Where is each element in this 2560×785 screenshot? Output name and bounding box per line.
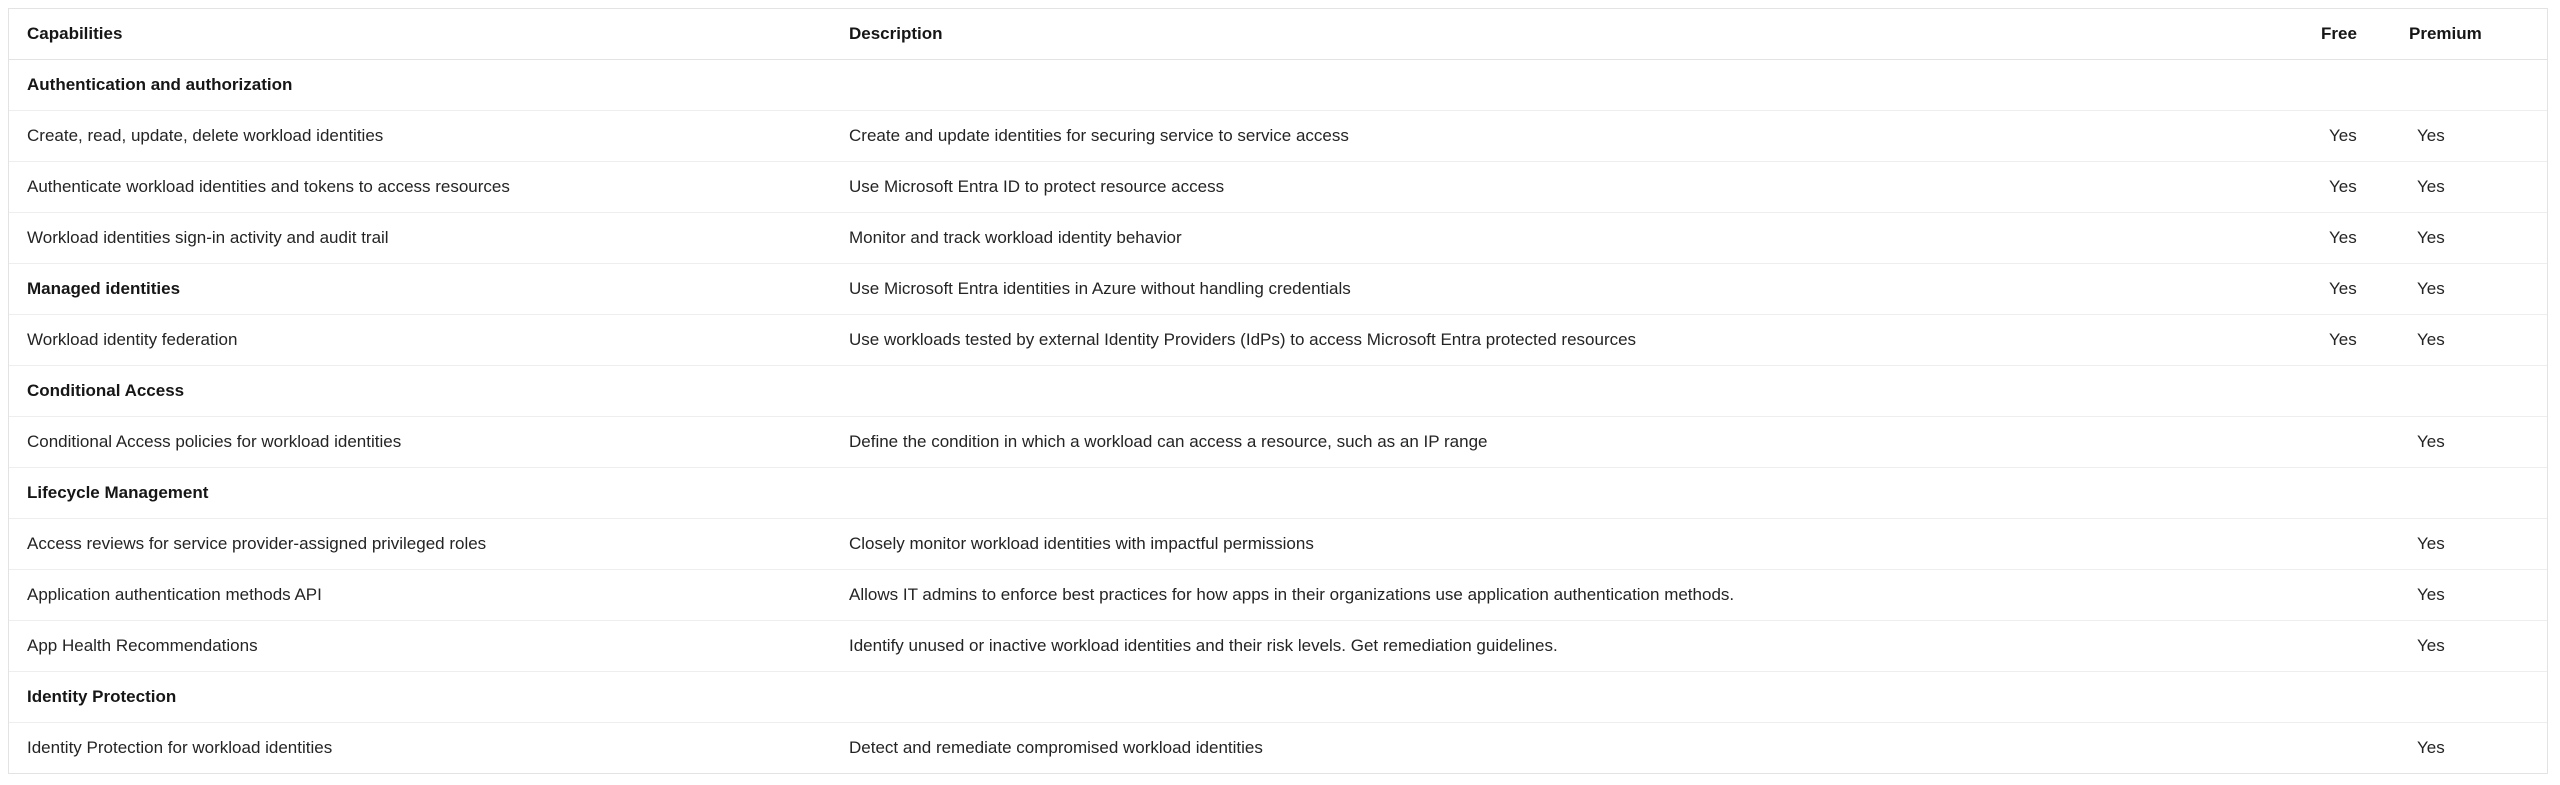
cell-premium: Yes xyxy=(2399,315,2547,366)
table-row xyxy=(9,315,2547,366)
cell-premium: Yes xyxy=(2417,738,2445,757)
cell-free xyxy=(2311,621,2399,672)
cell-capability: Lifecycle Management xyxy=(9,468,831,519)
cell-capability: Conditional Access xyxy=(9,366,831,417)
cell-description xyxy=(831,366,2311,417)
table-row xyxy=(9,672,2547,723)
cell-free xyxy=(2311,417,2399,468)
cell-capability: Workload identities sign-in activity and audit trail xyxy=(9,213,831,264)
cell-capability: Identity Protection xyxy=(9,672,831,723)
cell-free xyxy=(2311,570,2399,621)
table-body xyxy=(9,60,2547,774)
cell-premium: Yes xyxy=(2399,621,2547,672)
column-header-description: Description xyxy=(831,9,2311,60)
table-header-row xyxy=(9,9,2547,60)
cell-premium: Yes xyxy=(2399,417,2547,468)
cell-description xyxy=(831,672,2311,723)
cell-free xyxy=(2311,468,2399,519)
capabilities-table-container xyxy=(8,8,2548,774)
table-row xyxy=(9,723,2547,774)
capabilities-table xyxy=(9,9,2547,773)
cell-description: Identify unused or inactive workload identities and their risk levels. Get remediation guidelines. xyxy=(831,621,2311,672)
cell-free xyxy=(2311,723,2399,774)
cell-capability: Workload identity federation xyxy=(9,315,831,366)
cell-free: Yes xyxy=(2311,213,2399,264)
cell-description: Monitor and track workload identity behavior xyxy=(831,213,2311,264)
table-row xyxy=(9,111,2547,162)
table-row xyxy=(9,570,2547,621)
cell-premium: Yes xyxy=(2399,162,2547,213)
table-row xyxy=(9,417,2547,468)
cell-free xyxy=(2311,672,2399,723)
cell-free xyxy=(2311,60,2399,111)
table-row xyxy=(9,60,2547,111)
cell-capability: Access reviews for service provider-assigned privileged roles xyxy=(9,519,831,570)
cell-premium xyxy=(2399,672,2547,723)
cell-capability: Managed identities xyxy=(9,264,831,315)
column-header-free: Free xyxy=(2311,9,2399,60)
cell-free: Yes xyxy=(2311,264,2399,315)
cell-premium: Yes xyxy=(2399,264,2547,315)
cell-description: Closely monitor workload identities with impactful permissions xyxy=(831,519,2311,570)
cell-capability: Authentication and authorization xyxy=(9,60,831,111)
cell-description: Define the condition in which a workload can access a resource, such as an IP range xyxy=(831,417,2311,468)
cell-premium: Yes xyxy=(2399,570,2547,621)
cell-capability: Identity Protection for workload identities xyxy=(27,738,333,757)
cell-description: Allows IT admins to enforce best practices for how apps in their organizations use application authentication methods. xyxy=(831,570,2311,621)
cell-premium: Yes xyxy=(2399,519,2547,570)
table-row xyxy=(9,621,2547,672)
cell-description xyxy=(831,60,2311,111)
cell-free: Yes xyxy=(2311,315,2399,366)
cell-capability: App Health Recommendations xyxy=(9,621,831,672)
cell-premium xyxy=(2399,468,2547,519)
cell-free xyxy=(2311,519,2399,570)
cell-description xyxy=(831,468,2311,519)
column-header-premium: Premium xyxy=(2399,9,2547,60)
table-row xyxy=(9,162,2547,213)
cell-premium: Yes xyxy=(2399,111,2547,162)
table-header xyxy=(9,9,2547,60)
cell-description: Detect and remediate compromised workload identities xyxy=(849,738,1263,757)
cell-premium xyxy=(2399,366,2547,417)
cell-capability: Create, read, update, delete workload identities xyxy=(9,111,831,162)
cell-capability: Conditional Access policies for workload identities xyxy=(9,417,831,468)
cell-free: Yes xyxy=(2311,162,2399,213)
cell-capability: Authenticate workload identities and tokens to access resources xyxy=(9,162,831,213)
cell-description: Use Microsoft Entra ID to protect resource access xyxy=(831,162,2311,213)
table-row xyxy=(9,519,2547,570)
table-row xyxy=(9,366,2547,417)
cell-premium xyxy=(2399,60,2547,111)
table-row xyxy=(9,264,2547,315)
cell-description: Use Microsoft Entra identities in Azure without handling credentials xyxy=(831,264,2311,315)
cell-free: Yes xyxy=(2311,111,2399,162)
cell-free xyxy=(2311,366,2399,417)
table-row xyxy=(9,213,2547,264)
cell-description: Create and update identities for securing service to service access xyxy=(831,111,2311,162)
cell-premium: Yes xyxy=(2399,213,2547,264)
cell-description: Use workloads tested by external Identity Providers (IdPs) to access Microsoft Entra protected resources xyxy=(831,315,2311,366)
column-header-capabilities: Capabilities xyxy=(9,9,831,60)
cell-capability: Application authentication methods API xyxy=(9,570,831,621)
table-row xyxy=(9,468,2547,519)
